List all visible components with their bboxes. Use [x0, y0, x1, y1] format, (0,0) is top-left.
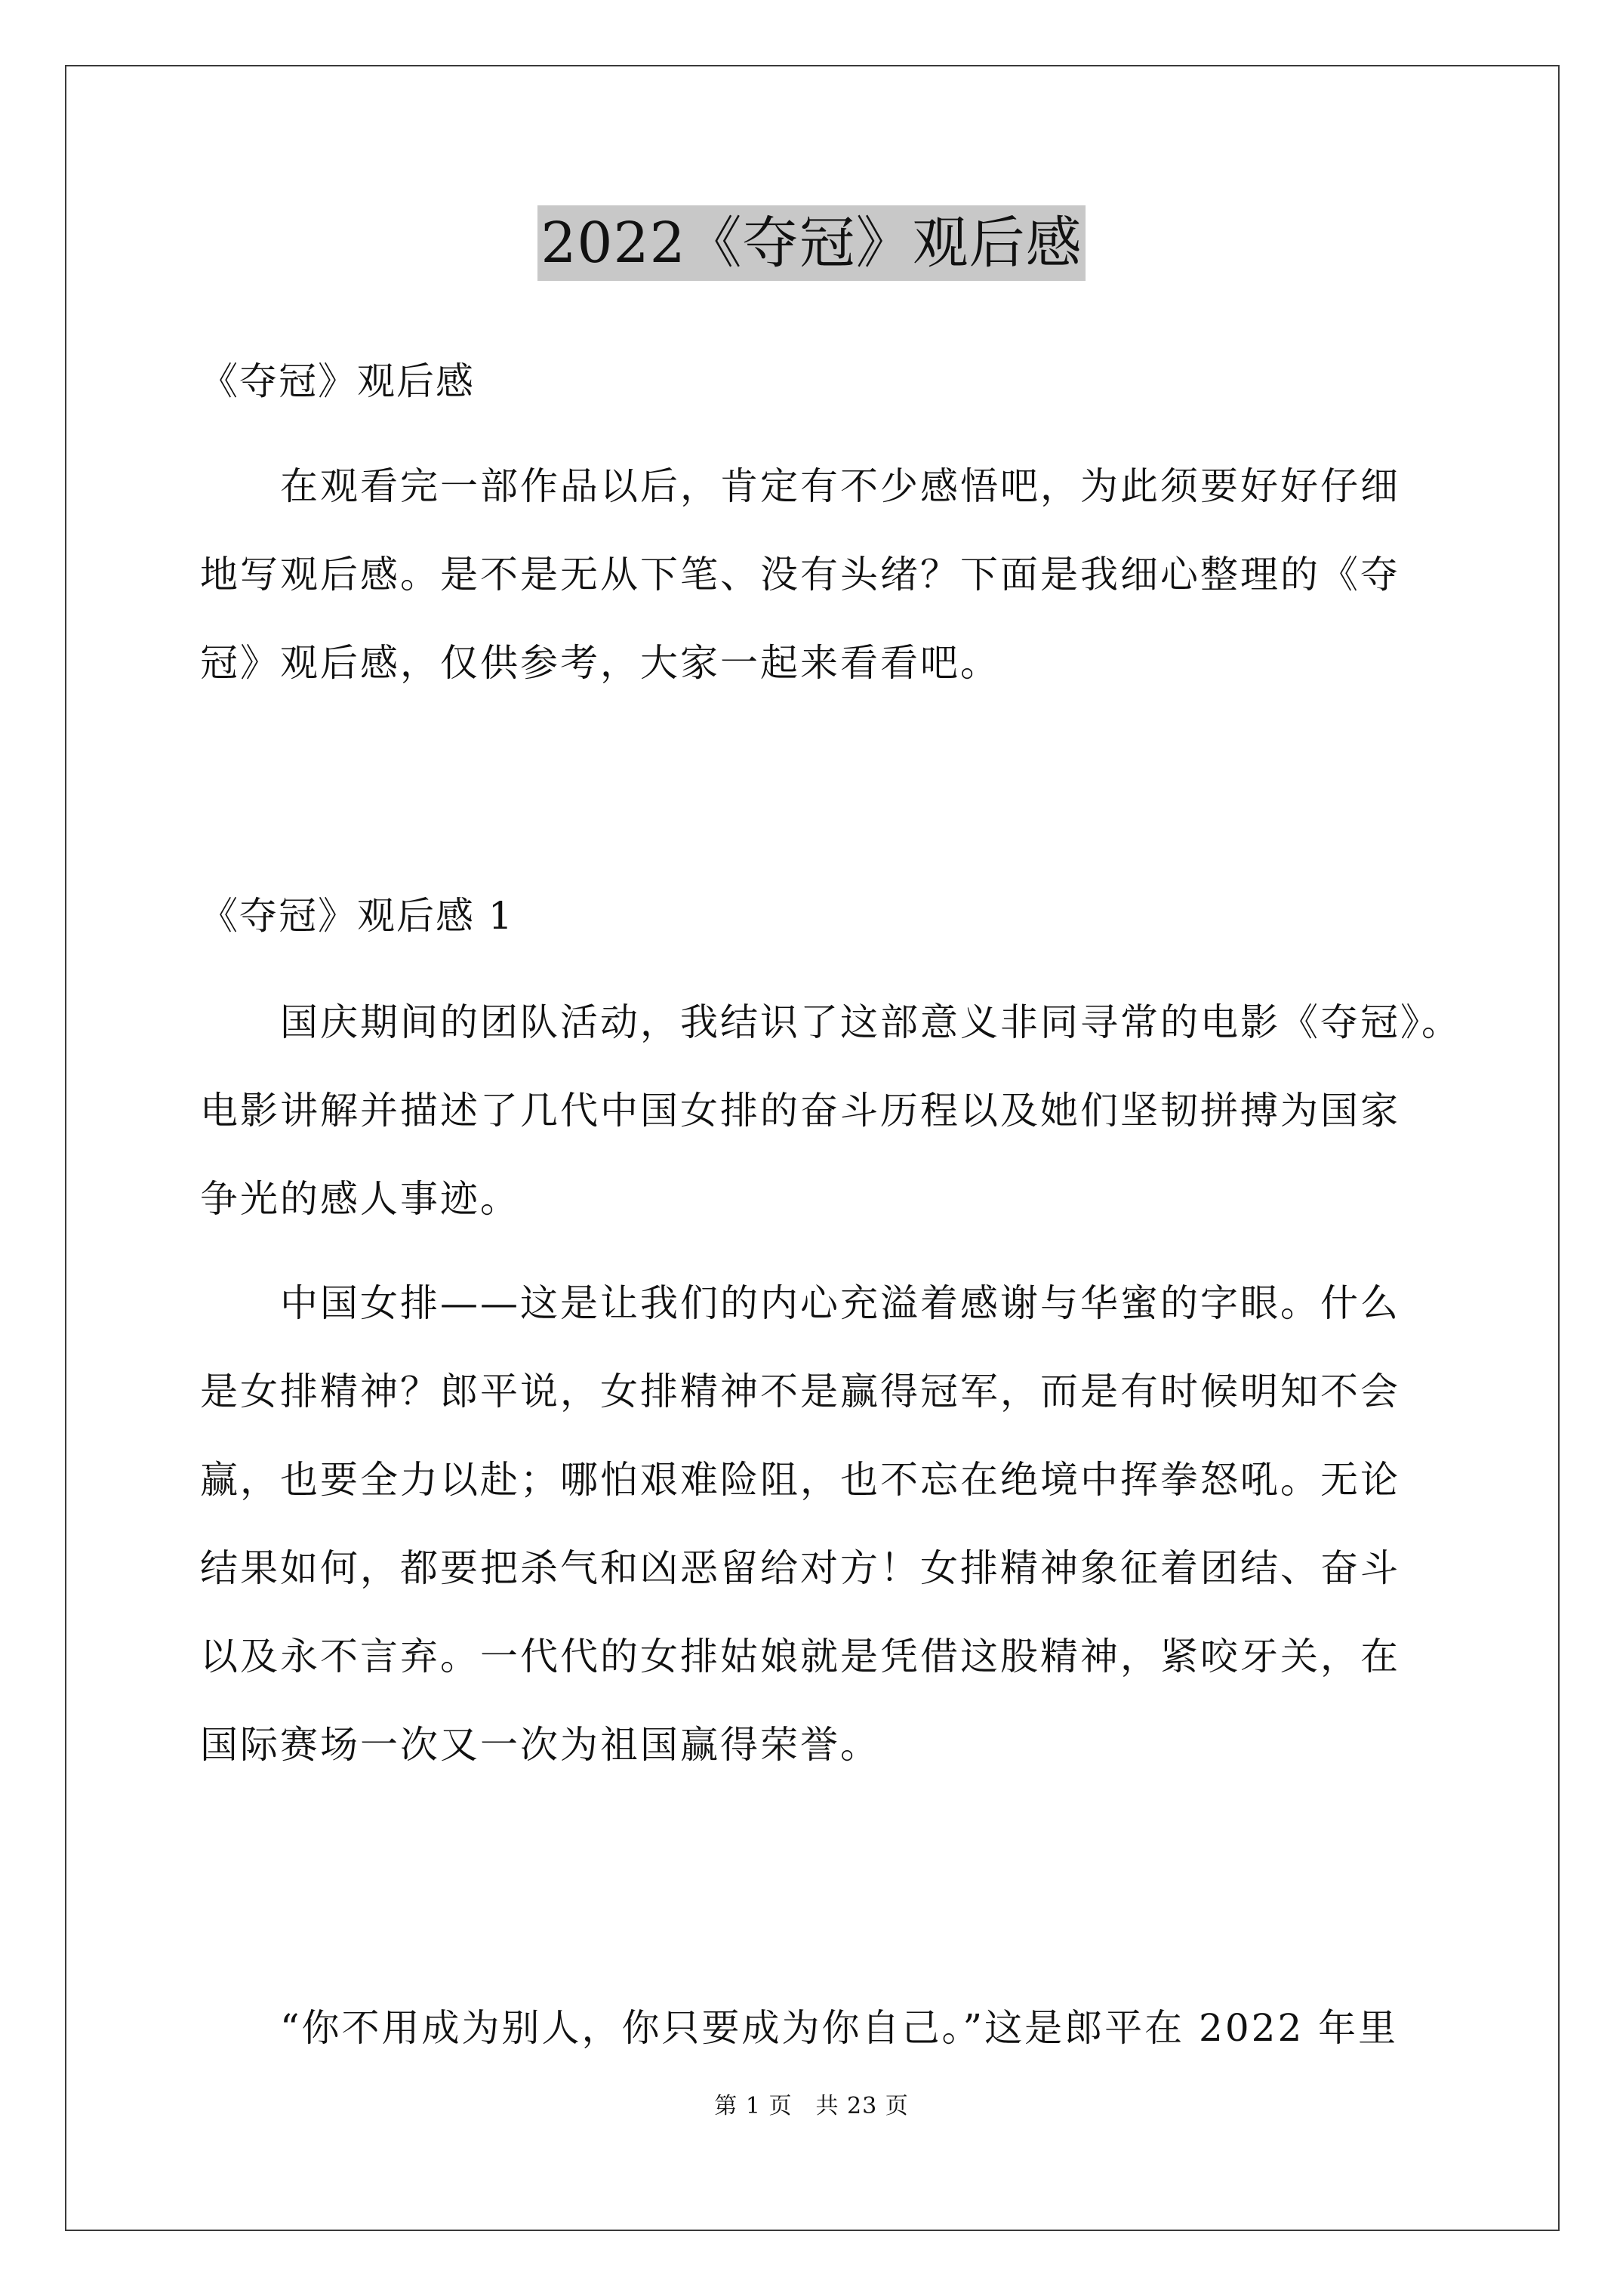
text-line: 电影讲解并描述了几代中国女排的奋斗历程以及她们坚韧拼搏为国家: [200, 1089, 1400, 1133]
text-line: 以及永不言弃。一代代的女排姑娘就是凭借这股精神，紧咬牙关，在: [200, 1635, 1400, 1678]
text-line: 是女排精神？郎平说，女排精神不是赢得冠军，而是有时候明知不会: [200, 1370, 1400, 1413]
text-line: 冠》观后感，仅供参考，大家一起来看看吧。: [200, 641, 1000, 685]
paragraph-1: [200, 978, 1461, 1244]
paragraph-3: [200, 1984, 1438, 2073]
text-line: “你不用成为别人，你只要成为你自己。”这是郎平在 2022 年里: [200, 2006, 1399, 2050]
paragraph-2: [200, 1259, 1438, 1789]
text-line: 地写观后感。是不是无从下笔、没有头绪？下面是我细心整理的《夺: [200, 553, 1400, 596]
text-line: 国际赛场一次又一次为祖国赢得荣誉。: [200, 1723, 880, 1767]
intro-paragraph: [200, 442, 1438, 707]
text-line: 国庆期间的团队活动，我结识了这部意义非同寻常的电影《夺冠》。: [200, 1000, 1461, 1044]
document-title: 2022《夺冠》观后感: [537, 205, 1085, 281]
text-line: 结果如何，都要把杀气和凶恶留给对方！女排精神象征着团结、奋斗: [200, 1546, 1400, 1590]
document-subtitle: 《夺冠》观后感: [200, 359, 475, 403]
text-line: 中国女排——这是让我们的内心充溢着感谢与华蜜的字眼。什么: [200, 1281, 1400, 1325]
text-line: 赢，也要全力以赴；哪怕艰难险阻，也不忘在绝境中挥拳怒吼。无论: [200, 1458, 1400, 1502]
text-line: 在观看完一部作品以后，肯定有不少感悟吧，为此须要好好仔细: [200, 464, 1400, 508]
text-line: 争光的感人事迹。: [200, 1177, 520, 1221]
section-heading: 《夺冠》观后感 1: [200, 894, 514, 938]
page-number: 第 1 页 共 23 页: [714, 2093, 909, 2119]
title-container: [0, 205, 1623, 281]
